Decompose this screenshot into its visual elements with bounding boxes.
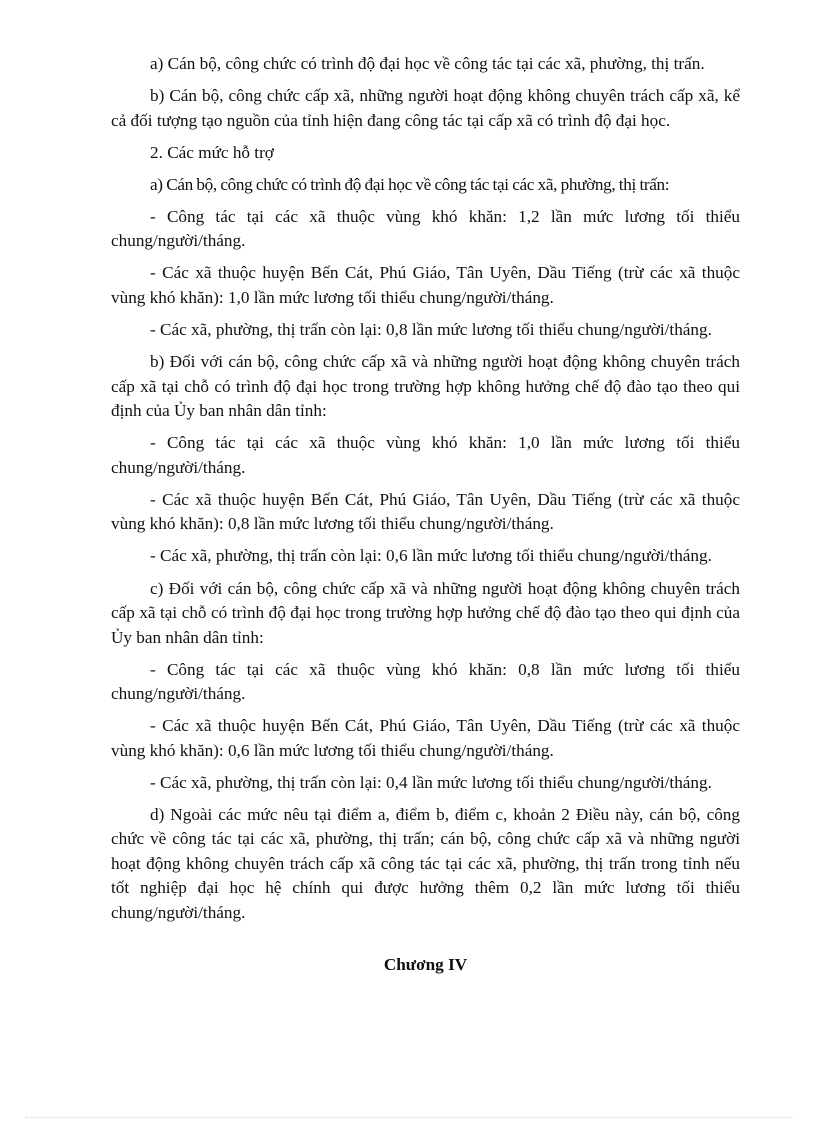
item-2b-1: - Công tác tại các xã thuộc vùng khó khăn: 1,0 lần mức lương tối thiểu chung/người/tháng. (111, 433, 740, 477)
paragraph-2b: b) Đối với cán bộ, công chức cấp xã và những người hoạt động không chuyên trách cấp xã tại chỗ có trình độ đại học trong trường hợp không hưởng chế độ đào tạo theo qui định của Ủy ban nhân dân tỉnh: (111, 352, 740, 421)
paragraph-2d: d) Ngoài các mức nêu tại điểm a, điểm b, điểm c, khoản 2 Điều này, cán bộ, công chức về công tác tại các xã, phường, thị trấn; cán bộ, công chức cấp xã và những người hoạt động không chuyên trách cấp xã công tác tại các xã, phường, thị trấn trong tỉnh nếu tốt nghiệp đại học hệ chính qui được hưởng thêm 0,2 lần mức lương tối thiểu chung/người/tháng. (111, 804, 740, 922)
paragraph-2a: a) Cán bộ, công chức có trình độ đại học về công tác tại các xã, phường, thị trấn: (150, 174, 670, 194)
paragraph-1a: a) Cán bộ, công chức có trình độ đại học về công tác tại các xã, phường, thị trấn. (150, 54, 705, 73)
item-2c-2: - Các xã thuộc huyện Bến Cát, Phú Giáo, Tân Uyên, Dầu Tiếng (trừ các xã thuộc vùng khó khăn): 0,6 lần mức lương tối thiểu chung/người/tháng. (111, 716, 740, 760)
chapter-heading: Chương IV (383, 955, 468, 975)
page-bottom-divider (26, 1117, 794, 1118)
item-2a-3: - Các xã, phường, thị trấn còn lại: 0,8 lần mức lương tối thiểu chung/người/tháng. (150, 320, 712, 340)
paragraph-1b: b) Cán bộ, công chức cấp xã, những người hoạt động không chuyên trách cấp xã, kể cả đối tượng tạo nguồn của tỉnh hiện đang công tác tại cấp xã có trình độ đại học. (111, 86, 740, 130)
item-2b-2: - Các xã thuộc huyện Bến Cát, Phú Giáo, Tân Uyên, Dầu Tiếng (trừ các xã thuộc vùng khó khăn): 0,8 lần mức lương tối thiểu chung/người/tháng. (111, 489, 740, 534)
item-2c-1: - Công tác tại các xã thuộc vùng khó khăn: 0,8 lần mức lương tối thiểu chung/người/tháng. (111, 659, 740, 704)
item-2b-3: - Các xã, phường, thị trấn còn lại: 0,6 lần mức lương tối thiểu chung/người/tháng. (150, 546, 712, 566)
section-heading-2: 2. Các mức hỗ trợ (150, 142, 274, 162)
document-page (111, 52, 740, 975)
item-2a-1: - Công tác tại các xã thuộc vùng khó khăn: 1,2 lần mức lương tối thiểu chung/người/tháng. (111, 206, 740, 251)
paragraph-2c: c) Đối với cán bộ, công chức cấp xã và những người hoạt động không chuyên trách cấp xã tại chỗ có trình độ đại học trong trường hợp hưởng chế độ đào tạo theo qui định của Ủy ban nhân dân tỉnh: (111, 578, 740, 647)
item-2a-2: - Các xã thuộc huyện Bến Cát, Phú Giáo, Tân Uyên, Dầu Tiếng (trừ các xã thuộc vùng khó khăn): 1,0 lần mức lương tối thiểu chung/người/tháng. (111, 263, 740, 307)
item-2c-3: - Các xã, phường, thị trấn còn lại: 0,4 lần mức lương tối thiểu chung/người/tháng. (150, 772, 712, 792)
